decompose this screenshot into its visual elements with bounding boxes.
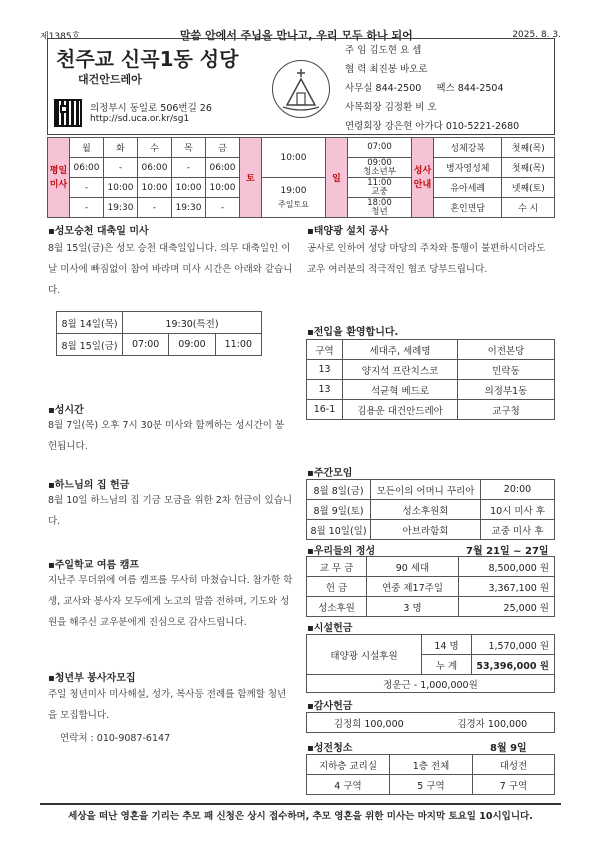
motto: 말씀 안에서 주님을 만나고, 우리 모두 하나 되어 — [179, 29, 413, 42]
table-cell: 8,500,000 원 — [459, 557, 555, 577]
mass-time: 06:00 — [206, 158, 240, 178]
day-header: 수 — [138, 138, 172, 158]
issue-number: 제1385호 — [40, 31, 81, 42]
table-cell: 양지석 프란치스코 — [343, 360, 458, 380]
church-logo-icon — [272, 60, 330, 118]
sat-time-2-value: 19:00 — [280, 185, 307, 196]
sat-time-2 — [262, 178, 326, 218]
weekday-label: 평일미사 — [48, 138, 70, 218]
section-title: ▪청년부 봉사자모집 — [48, 673, 136, 684]
sacrament-time: 넷째(토) — [502, 178, 555, 198]
table-cell: 07:00 — [123, 334, 169, 356]
mass-time: 10:00 — [138, 178, 172, 198]
assumption-mass-table — [56, 311, 262, 356]
mass-time: - — [172, 158, 206, 178]
table-header: 1층 전체 — [390, 755, 473, 775]
staff-federation: 연령회장 강은현 아가다 010-5221-2680 — [345, 121, 520, 132]
address: 의정부시 동일로 506번길 26 — [90, 103, 212, 114]
table-cell: 민락동 — [458, 360, 555, 380]
table-cell: 10시 미사 후 — [481, 500, 555, 520]
section-title: ▪하느님의 집 헌금 — [48, 480, 130, 491]
table-header: 이전본당 — [458, 340, 555, 360]
mass-time: - — [104, 158, 138, 178]
mass-time: - — [206, 198, 240, 218]
day-header: 목 — [172, 138, 206, 158]
sacrament-time: 첫째(목) — [502, 138, 555, 158]
table-cell: 8월 10일(일) — [307, 520, 371, 540]
section-title: ▪주일학교 여름 캠프 — [48, 560, 140, 571]
table-cell: 16-1 — [307, 400, 343, 420]
sacrament-name: 성체강복 — [434, 138, 502, 158]
cleaning-table — [306, 754, 555, 795]
newcomer-table — [306, 339, 555, 420]
table-cell: 8월 8일(금) — [307, 480, 371, 500]
day-header: 월 — [70, 138, 104, 158]
thanks-offering-table — [306, 712, 555, 733]
sun-time-3 — [348, 178, 412, 198]
section-text: 지난주 무더위에 여름 캠프를 무사히 마쳤습니다. 참가한 학생, 교사와 봉사자 모두에게 노고의 말씀 전하며, 기도와 성원을 해주신 교우분에게 진심으로 감사드립니다. — [48, 575, 293, 628]
table-cell: 19:30(특전) — [123, 312, 262, 334]
sacrament-label: 성사안내 — [412, 138, 434, 218]
section-title: ▪성모승천 대축일 미사 — [48, 226, 149, 237]
table-cell: 7 구역 — [473, 775, 555, 795]
table-cell: 5 구역 — [390, 775, 473, 795]
mass-time: - — [138, 198, 172, 218]
table-cell: 14 명 — [422, 635, 472, 655]
mass-time: 06:00 — [138, 158, 172, 178]
offering-period: 7월 21일 ~ 27일 — [466, 546, 549, 557]
table-cell: 아브라함회 — [371, 520, 481, 540]
table-cell: 석균혁 베드로 — [343, 380, 458, 400]
table-cell: 13 — [307, 360, 343, 380]
section-title: ▪태양광 설치 공사 — [307, 226, 389, 237]
sun-time-4-note: 청년 — [371, 206, 388, 217]
sacrament-name: 병자영성체 — [434, 158, 502, 178]
table-cell: 헌 금 — [307, 577, 367, 597]
table-cell: 4 구역 — [307, 775, 390, 795]
table-cell: 8월 15일(금) — [57, 334, 123, 356]
mass-time: 19:30 — [104, 198, 138, 218]
section-text: 8월 7일(목) 오후 7시 30분 미사와 함께하는 성시간이 봉헌됩니다. — [48, 420, 285, 452]
issue-date: 2025. 8. 3. — [512, 30, 561, 40]
contact-number: 연락처 : 010-9087-6147 — [60, 733, 171, 744]
table-cell: 김정희 100,000 — [307, 713, 431, 733]
section-title: ▪우리들의 정성 — [307, 546, 376, 557]
table-cell: 연중 제17주일 — [367, 577, 459, 597]
table-cell: 성소후원 — [307, 597, 367, 617]
table-cell: 09:00 — [169, 334, 215, 356]
table-cell: 교 무 금 — [307, 557, 367, 577]
mass-time: 06:00 — [70, 158, 104, 178]
sat-time-1: 10:00 — [262, 138, 326, 178]
table-header: 구역 — [307, 340, 343, 360]
staff-council: 사목회장 김정환 비 오 — [345, 102, 437, 113]
table-cell: 53,396,000 원 — [472, 655, 555, 675]
table-cell: 1,570,000 원 — [472, 635, 555, 655]
mass-time: 10:00 — [172, 178, 206, 198]
mass-time: 10:00 — [206, 178, 240, 198]
staff-office: 사무실 844-2500 — [345, 83, 422, 94]
section-text: 공사로 인하여 성당 마당의 주차와 통행이 불편하시더라도 교우 여러분의 적극적인 협조 당부드립니다. — [307, 243, 546, 275]
section-title: ▪감사헌금 — [307, 701, 353, 712]
footer-notice: 세상을 떠난 영혼을 기리는 추모 패 신청은 상시 접수하며, 추모 영혼을 위한 미사는 마지막 토요일 10시입니다. — [40, 803, 561, 822]
section-title: ▪성전청소 — [307, 743, 353, 754]
staff-pastor: 주 임 김도현 요 셉 — [345, 45, 422, 56]
sunday-label: 일 — [326, 138, 348, 218]
staff-office-line — [345, 79, 519, 98]
table-cell: 3 명 — [367, 597, 459, 617]
sun-time-2 — [348, 158, 412, 178]
staff-info — [345, 41, 519, 136]
table-cell: 교구청 — [458, 400, 555, 420]
sun-time-4 — [348, 198, 412, 218]
table-cell: 교중 미사 후 — [481, 520, 555, 540]
table-cell: 김용운 대건안드레아 — [343, 400, 458, 420]
section-text: 8월 15일(금)은 성모 승천 대축일입니다. 의무 대축일인 이날 미사에 빠짐없이 참여 바라며 미사 시간은 아래와 같습니다. — [48, 243, 293, 296]
page-title: 천주교 신곡1동 성당 — [56, 47, 239, 71]
sat-note: 주일토요 — [278, 199, 309, 209]
weekly-meetings-table — [306, 479, 555, 540]
sacrament-name: 혼인면담 — [434, 198, 502, 218]
sun-time-3-note: 교중 — [371, 186, 388, 197]
table-cell: 모든이의 어머니 꾸리아 — [371, 480, 481, 500]
section-title: ▪시설헌금 — [307, 623, 353, 634]
day-header: 화 — [104, 138, 138, 158]
cleaning-date: 8월 9일 — [490, 743, 527, 754]
section-text: 8월 10일 하느님의 집 기금 모금을 위한 2차 헌금이 있습니다. — [48, 495, 293, 527]
day-header: 금 — [206, 138, 240, 158]
section-title: ▪주간모임 — [307, 468, 353, 479]
sacrament-time: 첫째(목) — [502, 158, 555, 178]
section-text: 주일 청년미사 미사해설, 성가, 복사등 전례를 함께할 청년을 모집합니다. — [48, 689, 287, 721]
sacrament-name: 유아세례 — [434, 178, 502, 198]
mass-time: - — [70, 178, 104, 198]
sacrament-time: 수 시 — [502, 198, 555, 218]
website-url[interactable]: http://sd.uca.or.kr/sg1 — [90, 114, 190, 124]
table-cell: 8월 9일(토) — [307, 500, 371, 520]
section-title: ▪성시간 — [48, 405, 84, 416]
patron-name: 대건안드레아 — [78, 73, 142, 86]
table-cell: 누 계 — [422, 655, 472, 675]
sun-time-1: 07:00 — [348, 138, 412, 158]
table-header: 지하층 교리실 — [307, 755, 390, 775]
mass-time: 10:00 — [104, 178, 138, 198]
qr-code-icon — [54, 99, 82, 127]
table-cell: 정운근 - 1,000,000원 — [307, 675, 555, 693]
table-cell: 태양광 시설후원 — [307, 635, 422, 675]
facility-offering-table — [306, 634, 555, 693]
table-cell: 13 — [307, 380, 343, 400]
sun-time-3-value: 11:00 — [367, 177, 392, 188]
table-cell: 20:00 — [481, 480, 555, 500]
table-cell: 8월 14일(목) — [57, 312, 123, 334]
mass-time: - — [70, 198, 104, 218]
table-cell: 90 세대 — [367, 557, 459, 577]
table-cell: 의정부1동 — [458, 380, 555, 400]
saturday-label: 토 — [240, 138, 262, 218]
table-header: 세대주, 세례명 — [343, 340, 458, 360]
staff-fax: 팩스 844-2504 — [436, 83, 504, 94]
mass-schedule-table — [47, 137, 555, 218]
mass-time: 19:30 — [172, 198, 206, 218]
table-cell: 11:00 — [215, 334, 261, 356]
table-cell: 성소후원회 — [371, 500, 481, 520]
sun-time-2-note: 청소년부 — [363, 166, 396, 177]
table-cell: 25,000 원 — [459, 597, 555, 617]
table-cell: 김경자 100,000 — [431, 713, 555, 733]
table-cell: 3,367,100 원 — [459, 577, 555, 597]
sun-time-4-value: 18:00 — [367, 197, 392, 208]
offering-table — [306, 556, 555, 617]
staff-assistant: 협 력 최진봉 바오로 — [345, 64, 428, 75]
section-title: ▪전입을 환영합니다. — [307, 327, 399, 338]
table-header: 대성전 — [473, 755, 555, 775]
sun-time-2-value: 09:00 — [367, 157, 392, 168]
